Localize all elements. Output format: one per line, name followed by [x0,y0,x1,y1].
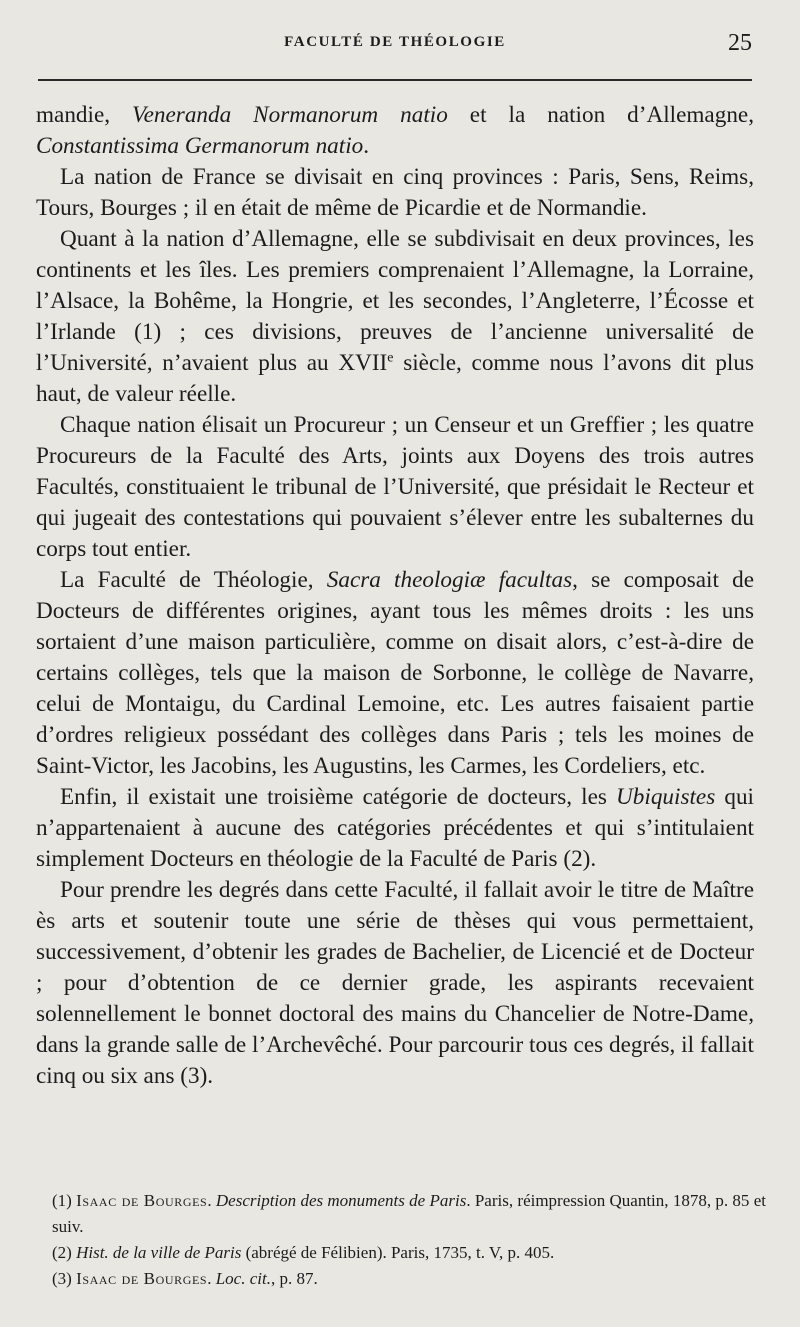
work-title: Loc. cit. [215,1269,271,1288]
footnote-marker: (2) [52,1243,77,1262]
text-run: qui n’appartenaient à aucune des catégories précédentes et qui s’intitulaient simplement Docteurs en théologie de la Faculté de Paris (2). [36,784,754,872]
paragraph [36,782,754,875]
text-run: . Paris, réimpression Quantin, 1878, p. 85 et suiv. [52,1191,766,1236]
body-text [36,100,754,1092]
text-run: , se composait de Docteurs de différentes origines, ayant tous les mêmes droits : les uns sortaient d’une maison particulière, comme on disait alors, c’est-à-dire de certains collèges, tels que la maison de Sorbonne, le collège de Navarre, celui de Montaigu, du Cardinal Lemoine, etc. Les autres faisaient partie d’ordres religieux possédant des collèges dans Paris ; tels les moines de Saint-Victor, les Jacobins, les Augustins, les Carmes, les Cordeliers, etc. [36,567,755,779]
text-run: . [207,1269,216,1288]
header-rule [38,79,752,81]
footnote-marker: (1) [52,1191,77,1210]
author-name: Isaac de Bourges [76,1191,208,1210]
text-run: La Faculté de Théologie, [60,567,327,593]
paragraph: La nation de France se divisait en cinq provinces : Paris, Sens, Reims, Tours, Bourges ; il en était de même de Picardie et de Normandie. [36,164,754,221]
text-run: . [363,133,370,159]
text-run: mandie, [36,102,133,128]
footnote [52,1188,766,1240]
running-title: FACULTÉ DE THÉOLOGIE [284,34,506,50]
page-number: 25 [728,30,752,56]
text-run: (abrégé de Félibien). Paris, 1735, t. V, p. 405. [241,1243,555,1262]
latin-phrase: Constantissima Germanorum natio [36,133,364,159]
latin-phrase: Veneranda Normanorum natio [132,102,448,128]
text-run: Enfin, il existait une troisième catégorie de docteurs, les [60,784,617,810]
text-run: et la nation d’Allemagne, [447,102,754,128]
author-name: Isaac de Bourges [76,1269,208,1288]
paragraph: Chaque nation élisait un Procureur ; un Censeur et un Greffier ; les quatre Procureurs de la Faculté des Arts, joints aux Doyens des trois autres Facultés, constituaient le tribunal de l’Université, que présidait le Recteur et qui jugeait des contestations qui pouvaient s’élever entre les subalternes du corps tout entier. [36,412,754,562]
footnote-marker: (3) [52,1269,77,1288]
italic-term: Ubiquistes [616,784,716,810]
text-run: Quant à la nation d’Allemagne, elle se subdivisait en deux provinces, les continents et les îles. Les premiers comprenaient l’Allemagne, la Lorraine, l’Alsace, la Bohême, la Hongrie, et les secondes, l’Angleterre, l’Écosse et l’Irlande (1) ; ces divisions, preuves de l’ancienne universalité de l’Université, n’avaient plus au XVII [36,226,754,376]
footnotes [52,1188,766,1292]
text-run: , p. 87. [270,1269,318,1288]
text-run: siècle, comme nous l’avons dit plus haut, de valeur réelle. [36,350,754,407]
latin-phrase: Sacra theologiæ facultas [326,567,573,593]
paragraph [36,224,754,410]
footnote [52,1240,766,1266]
footnote [52,1266,766,1292]
paragraph: Pour prendre les degrés dans cette Faculté, il fallait avoir le titre de Maître ès arts et soutenir toute une série de thèses qui vous permettaient, successivement, d’obtenir les grades de Bachelier, de Licencié et de Docteur ; pour d’obtention de ce dernier grade, les aspirants recevaient solennellement le bonnet doctoral des mains du Chancelier de Notre-Dame, dans la grande salle de l’Archevêché. Pour parcourir tous ces degrés, il fallait cinq ou six ans (3). [36,877,754,1089]
work-title: Hist. de la ville de Paris [76,1243,242,1262]
superscript: e [387,350,394,366]
paragraph [36,565,754,782]
page-header [38,30,752,64]
paragraph-continuation [36,100,754,162]
text-run: . [207,1191,216,1210]
work-title: Description des monuments de Paris [215,1191,467,1210]
